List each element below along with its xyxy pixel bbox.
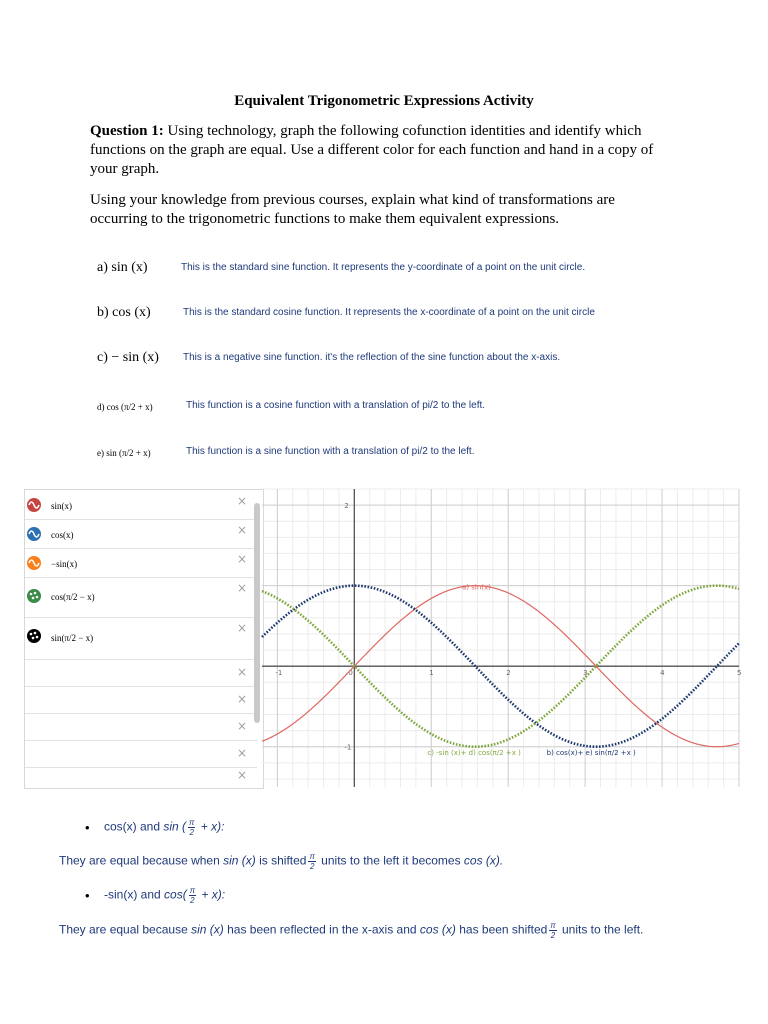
bullet-dot: • bbox=[85, 820, 90, 835]
item-label: a) sin (x) bbox=[97, 260, 148, 275]
x-tick-label: 5 bbox=[737, 669, 742, 678]
expl-text: They are equal because when bbox=[59, 853, 224, 868]
bullet-2 bbox=[104, 886, 225, 905]
expression-text[interactable]: cos(π/2 − x) bbox=[51, 592, 95, 602]
expl-text: has been reflected in the x-axis and bbox=[223, 922, 420, 937]
expl-math: sin (x) bbox=[191, 922, 224, 937]
item-desc: This is the standard sine function. It represents the y-coordinate of a point on the unit circle. bbox=[181, 262, 586, 273]
expl-text: units to the left. bbox=[558, 922, 644, 937]
expression-row[interactable] bbox=[25, 577, 257, 618]
bullet-math: + x): bbox=[197, 819, 225, 834]
item-label: c) − sin (x) bbox=[97, 350, 159, 365]
bullet-math: cos( bbox=[164, 887, 187, 902]
sine-wave-icon[interactable] bbox=[27, 498, 41, 512]
close-icon[interactable]: × bbox=[236, 746, 247, 760]
close-icon[interactable]: × bbox=[236, 581, 247, 595]
curve-label-b: b) cos(x)+ e) sin(π/2 +x ) bbox=[546, 748, 636, 757]
frac-den: 2 bbox=[309, 862, 315, 871]
sine-wave-icon[interactable] bbox=[27, 527, 41, 541]
bullet-dot: • bbox=[85, 888, 90, 903]
question-label: Question 1: bbox=[90, 123, 164, 139]
graph-area[interactable] bbox=[262, 489, 742, 787]
expression-row-empty[interactable] bbox=[25, 686, 257, 714]
close-icon[interactable]: × bbox=[236, 719, 247, 733]
points-icon[interactable] bbox=[27, 589, 41, 603]
close-icon[interactable]: × bbox=[236, 665, 247, 679]
x-tick-label: 3 bbox=[583, 669, 588, 678]
item-desc: This is a negative sine function. it's the reflection of the sine function about the x-axis. bbox=[183, 352, 561, 363]
expression-text[interactable]: cos(x) bbox=[51, 530, 74, 540]
x-tick-label: 1 bbox=[429, 669, 434, 678]
close-icon[interactable]: × bbox=[236, 552, 247, 566]
item-desc: This function is a sine function with a translation of pi/2 to the left. bbox=[186, 446, 475, 457]
explanation-1 bbox=[59, 852, 503, 871]
expl-math: cos (x) bbox=[419, 922, 456, 937]
expl-math: sin (x) bbox=[223, 853, 256, 868]
expression-row-empty[interactable] bbox=[25, 713, 257, 741]
frac-den: 2 bbox=[189, 828, 194, 837]
x-tick-label: 4 bbox=[660, 669, 665, 678]
expression-text[interactable]: −sin(x) bbox=[51, 559, 78, 569]
expression-row-empty[interactable] bbox=[25, 740, 257, 768]
expl-text: They are equal because bbox=[59, 922, 192, 937]
item-label: d) cos (π/2 + x) bbox=[97, 402, 153, 412]
frac-num: π bbox=[550, 921, 556, 930]
item-desc: This is the standard cosine function. It represents the x-coordinate of a point on the unit circle bbox=[183, 307, 595, 318]
close-icon[interactable]: × bbox=[236, 768, 247, 782]
bullet-math: sin ( bbox=[163, 819, 187, 834]
question-paragraph bbox=[90, 122, 670, 179]
frac-num: π bbox=[309, 852, 315, 861]
explanation-2 bbox=[59, 921, 643, 940]
item-label: b) cos (x) bbox=[97, 305, 151, 320]
expression-text[interactable]: sin(π/2 − x) bbox=[51, 633, 94, 643]
frac-den: 2 bbox=[190, 896, 195, 905]
question-text: Using technology, graph the following cofunction identities and identify which functions on the graph are equal. Use a different color for each function and hand in a copy of your graph. bbox=[90, 123, 654, 177]
bullet-1 bbox=[104, 818, 224, 837]
item-label: e) sin (π/2 + x) bbox=[97, 448, 151, 458]
expression-row[interactable] bbox=[25, 548, 257, 578]
expression-row[interactable] bbox=[25, 490, 257, 520]
curve-label-c: c) -sin (x)+ d) cos(π/2 +x ) bbox=[427, 748, 521, 757]
sine-wave-icon[interactable] bbox=[27, 556, 41, 570]
close-icon[interactable]: × bbox=[236, 621, 247, 635]
page-title: Equivalent Trigonometric Expressions Activity bbox=[234, 93, 534, 109]
expl-text: is shifted bbox=[255, 853, 307, 868]
expl-text: has been shifted bbox=[455, 922, 548, 937]
close-icon[interactable]: × bbox=[236, 523, 247, 537]
expl-text: units to the left it becomes bbox=[317, 853, 464, 868]
expression-row-empty[interactable] bbox=[25, 659, 257, 687]
expression-row-empty[interactable] bbox=[25, 767, 257, 787]
bullet-text: cos(x) and bbox=[104, 819, 164, 834]
frac-num: π bbox=[189, 818, 195, 827]
frac-num: π bbox=[189, 886, 196, 895]
expl-math: cos (x). bbox=[463, 853, 504, 868]
scrollbar[interactable] bbox=[254, 503, 260, 723]
expression-text[interactable]: sin(x) bbox=[51, 501, 72, 511]
expression-row[interactable] bbox=[25, 519, 257, 549]
expression-list bbox=[24, 489, 264, 789]
points-icon[interactable] bbox=[27, 629, 41, 643]
y-tick-label: 2 bbox=[344, 502, 349, 511]
question-paragraph-2: Using your knowledge from previous courses, explain what kind of transformations are occurring to the trigonometric functions to make them equivalent expressions. bbox=[90, 192, 615, 227]
x-tick-label: -1 bbox=[275, 669, 283, 678]
bullet-text: -sin(x) and bbox=[104, 887, 165, 902]
curve-label-a: a) sin(x) bbox=[462, 583, 491, 592]
function-graph[interactable] bbox=[262, 489, 742, 787]
frac-den: 2 bbox=[550, 931, 556, 940]
close-icon[interactable]: × bbox=[236, 692, 247, 706]
item-desc: This function is a cosine function with a translation of pi/2 to the left. bbox=[186, 400, 486, 411]
x-tick-label: 2 bbox=[506, 669, 511, 678]
x-tick-label: 0 bbox=[348, 669, 353, 678]
bullet-math: + x): bbox=[198, 887, 226, 902]
expression-row[interactable] bbox=[25, 617, 257, 660]
close-icon[interactable]: × bbox=[236, 494, 247, 508]
y-tick-label: -1 bbox=[344, 743, 352, 752]
